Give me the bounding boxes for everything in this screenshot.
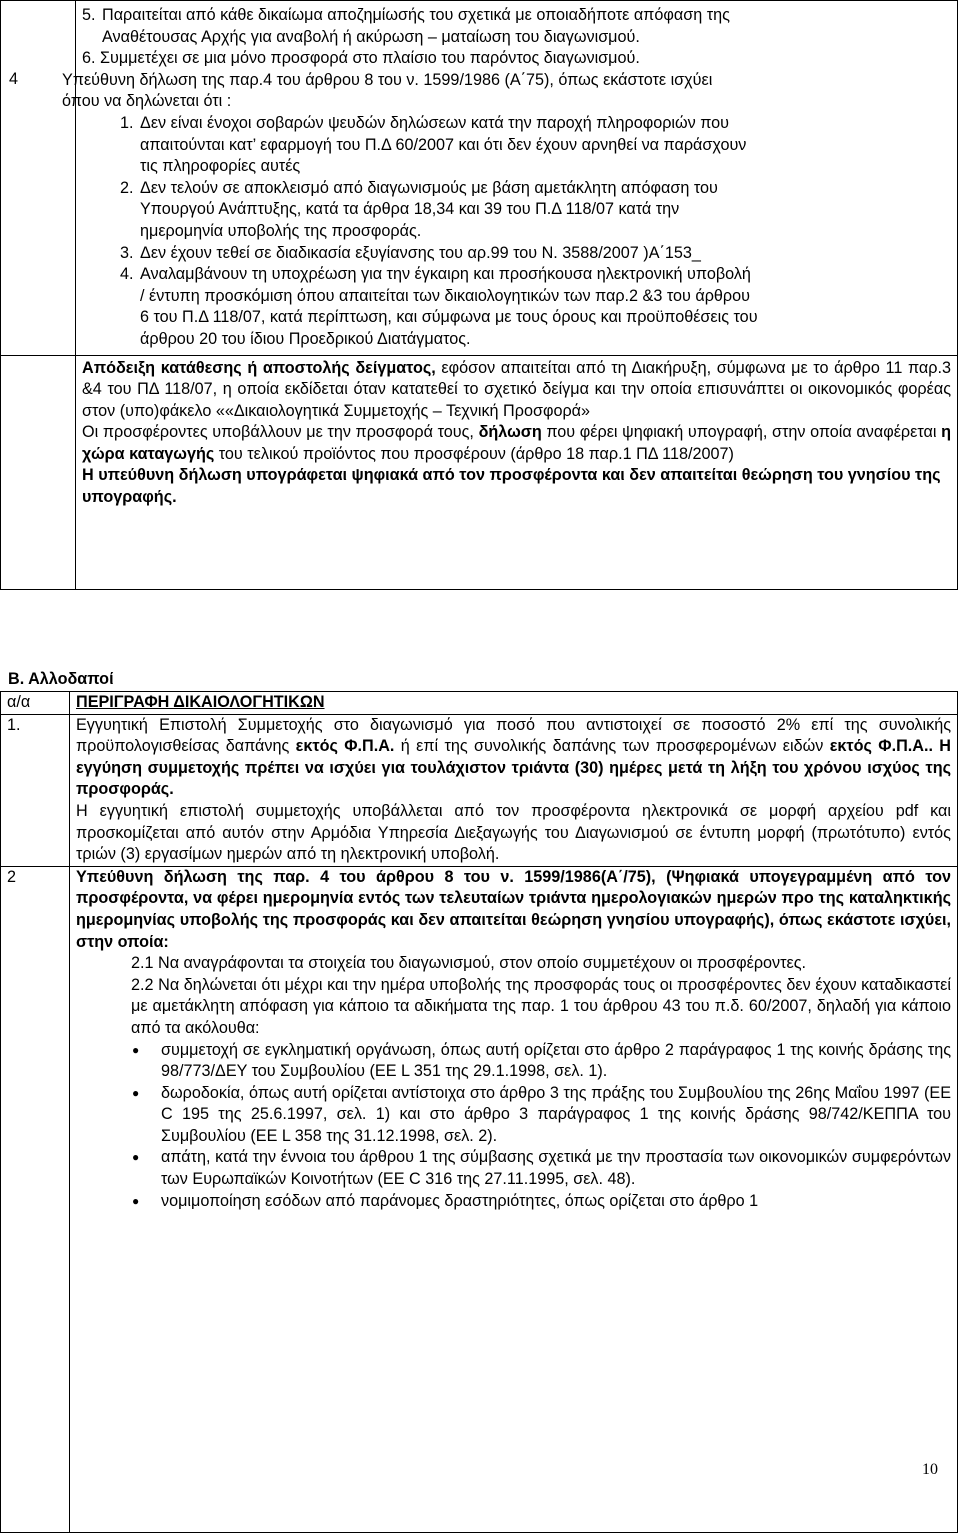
list-item — [76, 1040, 951, 1083]
declaration-item-line: τις πληροφορίες αυτές — [140, 157, 301, 176]
declaration-item — [82, 178, 951, 243]
table-row — [1, 866, 958, 1532]
declaration-item-line: Δεν τελούν σε αποκλεισμό από διαγωνισμούς με βάση αμετάκλητη απόφαση του — [140, 178, 718, 197]
content-cell — [70, 866, 958, 1532]
row-number-cell — [1, 355, 76, 589]
list-item-text: νομιμοποίηση εσόδων από παράνομες δραστηριότητες, όπως ορίζεται στο άρθρο 1 — [161, 1191, 759, 1210]
declaration-list — [82, 113, 951, 351]
declaration-item-line: Αναλαμβάνουν τη υποχρέωση για την έγκαιρη και προσήκουσα ηλεκτρονική υποβολή — [140, 265, 751, 284]
bullet-icon: ● — [132, 1085, 140, 1100]
content-cell — [70, 714, 958, 866]
guarantee-paragraph: Εγγυητική Επιστολή Συμμετοχής στο διαγωνισμό για ποσό που αντιστοιχεί σε ποσοστό 2% επί της συνολικής προϋπολογισθείσας δαπάνης εκτός Φ.Π.Α. ή επί της συνολικής δαπάνης των προσφερομένων ειδών εκτός Φ.Π.Α.. Η εγγύηση συμμετοχής πρέπει να ισχύει για τουλάχιστον τριάντα (30) ημέρες μετά τη λήξη του χρόνου ισχύος της προσφοράς. — [76, 715, 951, 799]
section-heading: Υπεύθυνη δήλωση της παρ.4 του άρθρου 8 του ν. 1599/1986 (Α΄75), όπως εκάστοτε ισχύει όπου να δηλώνεται ότι : — [62, 70, 713, 111]
column-header-description: ΠΕΡΙΓΡΑΦΗ ΔΙΚΑΙΟΛΟΓΗΤΙΚΩΝ — [70, 692, 958, 715]
declaration-item-line: άρθρου 20 του ίδιου Προεδρικού Διατάγματος. — [140, 329, 471, 348]
origin-declaration-paragraph: Οι προσφέροντες υποβάλλουν με την προσφορά τους, δήλωση που φέρει ψηφιακή υπογραφή, στην οποία αναφέρεται η χώρα καταγωγής του τελικού προϊόντος που προσφέρουν (άρθρο 18 παρ.1 ΠΔ 118/2007) — [82, 423, 951, 463]
top-table — [0, 0, 958, 590]
content-cell — [62, 1, 958, 356]
foreign-documents-table — [0, 691, 958, 1533]
declaration-item-line: Υπουργού Ανάπτυξης, κατά τα άρθρα 18,34 και 39 του Π.Δ 118/07 κατά την — [140, 200, 680, 219]
signature-note: Η υπεύθυνη δήλωση υπογράφεται ψηφιακά από τον προσφέροντα και δεν απαιτείται θεώρηση του γνησίου της υπογραφής. — [82, 466, 941, 507]
section-b-heading: Β. Αλλοδαποί — [8, 670, 114, 688]
list-item — [76, 1191, 951, 1213]
declaration-item-number: 1. — [120, 113, 134, 132]
declaration-item-number: 3. — [120, 243, 134, 262]
item-5: 5. Παραιτείται από κάθε δικαίωμα αποζημίωσής του σχετικά με οποιαδήποτε απόφαση της Αναθέτουσας Αρχής για αναβολή ή ακύρωση – ματαίωση του διαγωνισμού. — [82, 6, 730, 46]
bullet-icon: ● — [132, 1150, 140, 1165]
list-item-text: απάτη, κατά την έννοια του άρθρου 1 της σύμβασης σχετικά με την προστασία των οικονομικών συμφερόντων των Ευρωπαϊκών Κοινοτήτων (ΕΕ C 316 της 27.11.1995, σελ. 48). — [161, 1148, 951, 1189]
item-number: 4 — [9, 70, 19, 88]
bullet-icon: ● — [132, 1193, 140, 1208]
list-item — [76, 1083, 951, 1148]
list-item — [76, 1147, 951, 1190]
list-item-text: δωροδοκία, όπως αυτή ορίζεται αντίστοιχα στο άρθρο 3 της πράξης του Συμβουλίου της 26ης Μαΐου 1997 (ΕΕ C 195 της 25.6.1997, σελ. 1) και στο άρθρο 3 παράγραφος 1 της κοινής δράσης 98/742/ΚΕΠΠΑ του Συμβουλίου (ΕΕ L 358 της 31.12.1998, σελ. 2). — [161, 1083, 951, 1145]
table-header-row — [1, 692, 958, 715]
declaration-item-line: / έντυπη προσκόμιση όπου απαιτείται των δικαιολογητικών των παρ.2 &3 του άρθρου — [140, 286, 751, 305]
declaration-item-number: 4. — [120, 265, 134, 284]
table-row — [1, 714, 958, 866]
table-row — [1, 1, 958, 356]
table-row — [1, 355, 958, 589]
row-number-cell: 1. — [1, 714, 70, 866]
offence-list — [76, 1040, 951, 1213]
page-number: 10 — [922, 1461, 938, 1478]
guarantee-submission-paragraph: Η εγγυητική επιστολή συμμετοχής υποβάλλεται από τον προσφέροντα ηλεκτρονικά σε μορφή αρχείου pdf και προσκομίζεται από αυτόν στην Αρμόδια Υπηρεσία Διεξαγωγής του Διαγωνισμού σε έντυπη μορφή (πρωτότυπο) εντός τριών (3) εργασίμων ημερών από τη ηλεκτρονική υποβολή. — [76, 801, 951, 864]
subitem-2-1: 2.1 Να αναγράφονται τα στοιχεία του διαγωνισμού, στον οποίο συμμετέχουν οι προσφέροντες. — [131, 954, 807, 973]
row-number-cell — [1, 1, 76, 356]
declaration-item-line: ημερομηνία υποβολής της προσφοράς. — [140, 221, 422, 240]
column-header-number: α/α — [1, 692, 70, 715]
declaration-item-line: Δεν έχουν τεθεί σε διαδικασία εξυγίανσης του αρ.99 του Ν. 3588/2007 )Α΄153_ — [140, 243, 701, 262]
declaration-item — [82, 264, 951, 350]
declaration-item-line: 6 του Π.Δ 118/07, κατά περίπτωση, και σύμφωνα με τους όρους και προϋποθέσεις του — [140, 308, 758, 327]
sample-proof-paragraph: Απόδειξη κατάθεσης ή αποστολής δείγματος, εφόσον απαιτείται από τη Διακήρυξη, σύμφωνα με το άρθρο 11 παρ.3 &4 του ΠΔ 118/07, η οποία εκδίδεται όταν κατατεθεί το σχετικό δείγμα και την οποία επισυνάπτει οι οικονομικός φορέας στον (υπο)φάκελο ««Δικαιολογητικά Συμμετοχής – Τεχνική Προσφορά» — [82, 358, 951, 420]
item-6: 6. Συμμετέχει σε μια μόνο προσφορά στο πλαίσιο του παρόντος διαγωνισμού. — [82, 49, 640, 68]
declaration-item-number: 2. — [120, 178, 134, 197]
declaration-item-line: Δεν είναι ένοχοι σοβαρών ψευδών δηλώσεων κατά την παροχή πληροφοριών που — [140, 113, 730, 132]
list-item-text: συμμετοχή σε εγκληματική οργάνωση, όπως αυτή ορίζεται στο άρθρο 2 παράγραφος 1 της κοινής δράσης της 98/773/ΔΕΥ του Συμβουλίου (ΕΕ L 351 της 29.1.1998, σελ. 1). — [161, 1040, 951, 1081]
declaration-item — [82, 243, 951, 265]
subitem-2-2: 2.2 Να δηλώνεται ότι μέχρι και την ημέρα υποβολής της προσφοράς τους οι προσφέροντες δεν έχουν καταδικαστεί με αμετάκλητη απόφαση για κάποιο τα αδικήματα της παρ. 1 του άρθρου 43 του π.δ. 60/2007, δηλαδή για κάποιο από τα ακόλουθα: — [131, 975, 951, 1037]
row-number-cell: 2 — [1, 866, 70, 1532]
declaration-item-line: απαιτούνται κατ’ εφαρμογή του Π.Δ 60/2007 και ότι δεν έχουν αρνηθεί να παράσχουν — [140, 135, 747, 154]
bullet-icon: ● — [132, 1042, 140, 1057]
declaration-heading: Υπεύθυνη δήλωση της παρ. 4 του άρθρου 8 του ν. 1599/1986(Α΄/75), (Ψηφιακά υπογεγραμμένη από τον προσφέροντα, να φέρει ημερομηνία εντός των τελευταίων τριάντα ημερολογιακών ημερών προ της καταληκτικής ημερομηνίας υποβολής της προσφοράς και δεν απαιτείται θεώρηση γνησίου υπογραφής), όπως εκάστοτε ισχύει, στην οποία: — [76, 867, 951, 951]
content-cell — [76, 355, 958, 589]
declaration-item — [82, 113, 951, 178]
